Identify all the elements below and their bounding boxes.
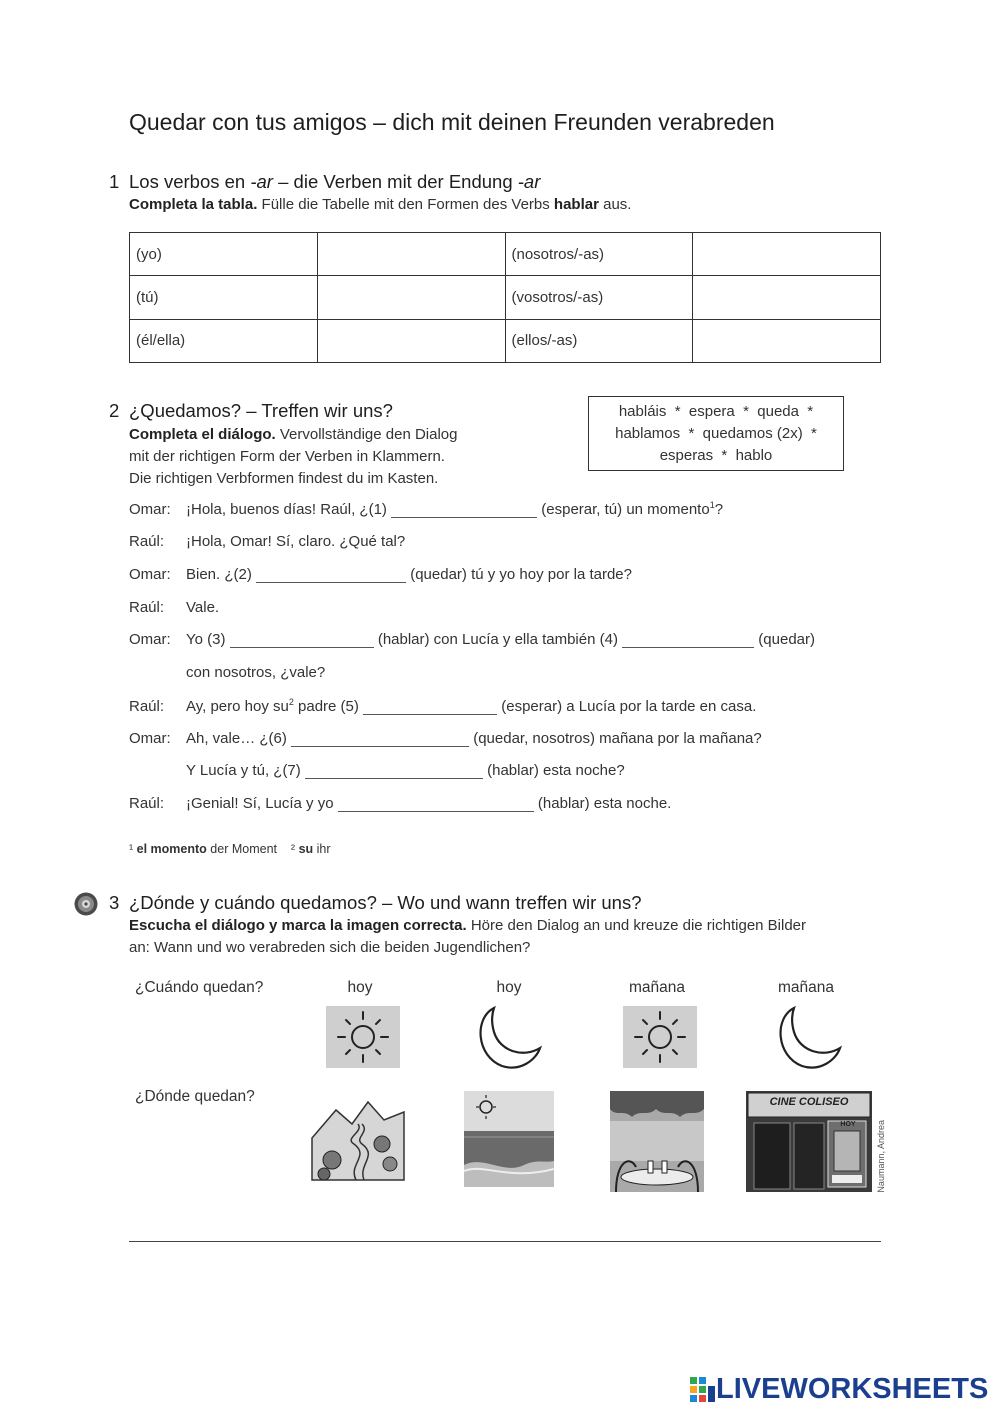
question-where: ¿Dónde quedan? (135, 1088, 255, 1105)
answer-cell[interactable] (317, 276, 505, 319)
audio-cd-icon[interactable] (74, 892, 98, 916)
section-1-heading: Los verbos en -ar – die Verben mit der Endung -ar (129, 171, 541, 192)
moon-icon[interactable] (472, 1004, 544, 1072)
sun-icon[interactable] (326, 1006, 400, 1068)
time-label: hoy (347, 979, 373, 996)
dialogue-line: Y Lucía y tú, ¿(7) (hablar) esta noche? (186, 762, 625, 779)
pronoun-cell: (yo) (130, 233, 318, 276)
dialogue-line: Raúl: ¡Hola, Omar! Sí, claro. ¿Qué tal? (129, 533, 406, 550)
beach-image[interactable] (464, 1091, 554, 1187)
question-when: ¿Cuándo quedan? (135, 979, 264, 996)
blank-input[interactable] (391, 501, 537, 518)
dialogue-line: Omar: Bien. ¿(2) (quedar) tú y yo hoy por la tarde? (129, 566, 632, 583)
pronoun-cell: (él/ella) (130, 319, 318, 362)
time-label: mañana (777, 979, 834, 996)
liveworksheets-logo-text: LIVEWORKSHEETS (716, 1373, 989, 1405)
blank-input[interactable] (622, 631, 754, 648)
section-3-number: 3 (109, 892, 120, 913)
section-1-instruction: Completa la tabla. Fülle die Tabelle mit den Formen des Verbs hablar aus. (129, 196, 632, 213)
answer-input[interactable] (699, 245, 869, 264)
answer-input[interactable] (324, 245, 494, 264)
divider (129, 1241, 881, 1242)
section-3-instruction: Escucha el diálogo y marca la imagen correcta. Höre den Dialog an und kreuze die richtigen Bilder an: Wann und wo verabreden sich die beiden Jugendlichen? (129, 917, 807, 956)
image-credit: Naumann, Andrea (876, 1120, 886, 1193)
answer-cell[interactable] (693, 233, 881, 276)
speaker: Omar: (129, 631, 171, 648)
pronoun-cell: (nosotros/-as) (505, 233, 693, 276)
answer-cell[interactable] (317, 319, 505, 362)
section-2-instruction: Completa el diálogo. Vervollständige den Dialog mit der richtigen Form der Verben in Klammern. Die richtigen Verbformen findest du im Kasten. (129, 426, 458, 487)
liveworksheets-logo-icon (690, 1377, 716, 1403)
mountains-image[interactable] (308, 1094, 408, 1182)
section-3-heading: ¿Dónde y cuándo quedamos? – Wo und wann treffen wir uns? (129, 892, 642, 913)
answer-cell[interactable] (317, 233, 505, 276)
speaker: Omar: (129, 566, 171, 583)
answer-cell[interactable] (693, 276, 881, 319)
cinema-sign: CINE COLISEO (769, 1096, 849, 1108)
section-1-number: 1 (109, 171, 120, 192)
answer-input[interactable] (324, 331, 494, 350)
blank-input[interactable] (305, 762, 483, 779)
dialogue-line: Raúl: ¡Genial! Sí, Lucía y yo (hablar) esta noche. (129, 795, 672, 812)
dialogue-line: Omar: Ah, vale… ¿(6) (quedar, nosotros) mañana por la mañana? (129, 730, 762, 747)
blank-input[interactable] (338, 795, 534, 812)
cafe-image[interactable] (610, 1091, 704, 1192)
word-box: habláis * espera * queda * hablamos * quedamos (2x) * esperas * hablo (588, 396, 844, 471)
answer-input[interactable] (699, 331, 869, 350)
blank-input[interactable] (291, 730, 469, 747)
conjugation-table (129, 232, 881, 363)
table-row (130, 276, 881, 319)
dialogue-line: Omar: ¡Hola, buenos días! Raúl, ¿(1) (esperar, tú) un momento$^1$? (129, 500, 724, 518)
section-2-heading: ¿Quedamos? – Treffen wir uns? (129, 400, 393, 421)
table-row (130, 319, 881, 362)
time-label: hoy (496, 979, 522, 996)
time-label: mañana (628, 979, 685, 996)
speaker: Raúl: (129, 533, 165, 550)
blank-input[interactable] (256, 566, 406, 583)
moon-icon[interactable] (772, 1004, 844, 1072)
speaker: Raúl: (129, 599, 165, 616)
answer-input[interactable] (699, 288, 869, 307)
dialogue-line: con nosotros, ¿vale? (186, 664, 326, 681)
speaker: Omar: (129, 730, 171, 747)
cinema-poster-label: HOY (840, 1121, 856, 1128)
speaker: Raúl: (129, 698, 165, 715)
answer-cell[interactable] (693, 319, 881, 362)
footnotes: ¹ el momento der Moment ² su ihr (129, 842, 331, 856)
dialogue-line: Omar: Yo (3) (hablar) con Lucía y ella también (4) (quedar) (129, 631, 815, 648)
pronoun-cell: (tú) (130, 276, 318, 319)
pronoun-cell: (vosotros/-as) (505, 276, 693, 319)
pronoun-cell: (ellos/-as) (505, 319, 693, 362)
blank-input[interactable] (363, 698, 497, 715)
speaker: Omar: (129, 501, 171, 518)
blank-input[interactable] (230, 631, 374, 648)
dialogue-line: Raúl: Ay, pero hoy $su^2$ padre (5) (esperar) a Lucía por la tarde en casa. (129, 697, 757, 715)
sun-icon[interactable] (623, 1006, 697, 1068)
answer-input[interactable] (324, 288, 494, 307)
speaker: Raúl: (129, 795, 165, 812)
section-2-number: 2 (109, 400, 120, 421)
page-title: Quedar con tus amigos – dich mit deinen Freunden verabreden (129, 109, 775, 135)
table-row (130, 233, 881, 276)
dialogue-line: Raúl: Vale. (129, 599, 220, 616)
liveworksheets-logo[interactable] (690, 1373, 988, 1406)
